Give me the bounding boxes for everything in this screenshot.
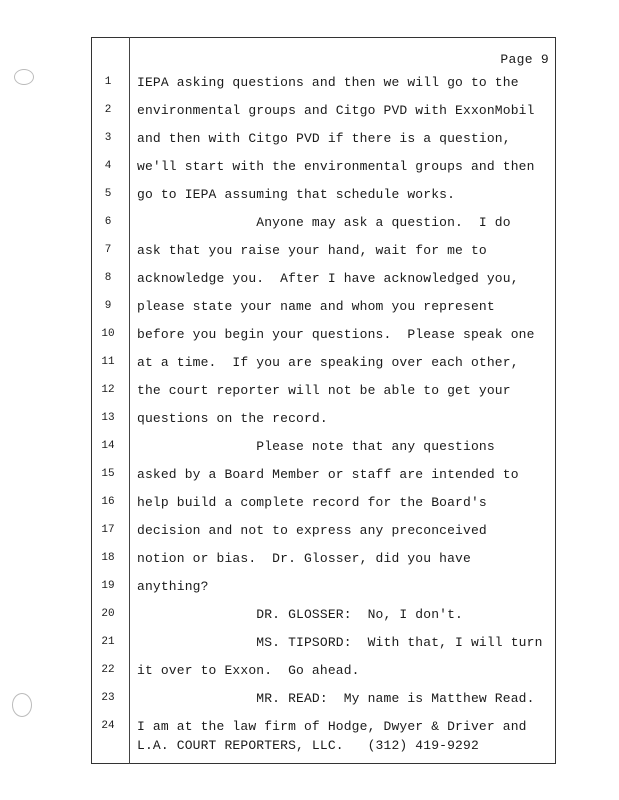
line-number: 7 (104, 244, 112, 256)
binder-hole-mark (14, 69, 34, 85)
page-number: Page 9 (500, 52, 549, 67)
binder-hole-mark (12, 693, 32, 717)
line-number: 17 (101, 524, 115, 536)
line-number: 13 (101, 412, 115, 424)
footer-reporter: L.A. COURT REPORTERS, LLC. (312) 419-9292 (137, 738, 479, 753)
line-number: 5 (104, 188, 112, 200)
transcript-line: help build a complete record for the Board's (137, 495, 487, 510)
line-number: 4 (104, 160, 112, 172)
transcript-line: acknowledge you. After I have acknowledged you, (137, 271, 519, 286)
transcript-line: notion or bias. Dr. Glosser, did you have (137, 551, 471, 566)
line-number: 3 (104, 132, 112, 144)
transcript-line: decision and not to express any preconceived (137, 523, 487, 538)
transcript-line: asked by a Board Member or staff are intended to (137, 467, 519, 482)
transcript-line: MR. READ: My name is Matthew Read. (137, 691, 535, 706)
line-number: 14 (101, 440, 115, 452)
line-number: 22 (101, 664, 115, 676)
transcript-line: MS. TIPSORD: With that, I will turn (137, 635, 543, 650)
transcript-line: we'll start with the environmental groups and then (137, 159, 535, 174)
transcript-line: and then with Citgo PVD if there is a question, (137, 131, 511, 146)
transcript-line: ask that you raise your hand, wait for me to (137, 243, 487, 258)
transcript-line: IEPA asking questions and then we will go to the (137, 75, 519, 90)
transcript-line: Please note that any questions (137, 439, 495, 454)
line-number: 15 (101, 468, 115, 480)
line-number: 9 (104, 300, 112, 312)
line-number: 16 (101, 496, 115, 508)
line-number: 2 (104, 104, 112, 116)
line-number: 21 (101, 636, 115, 648)
line-number: 19 (101, 580, 115, 592)
line-number-rule (129, 37, 130, 764)
line-number: 18 (101, 552, 115, 564)
line-number: 11 (101, 356, 115, 368)
transcript-line: before you begin your questions. Please speak one (137, 327, 535, 342)
line-number: 12 (101, 384, 115, 396)
transcript-line: questions on the record. (137, 411, 328, 426)
line-number: 20 (101, 608, 115, 620)
transcript-line: go to IEPA assuming that schedule works. (137, 187, 456, 202)
transcript-line: I am at the law firm of Hodge, Dwyer & Driver and (137, 719, 527, 734)
line-number: 23 (101, 692, 115, 704)
line-number: 10 (101, 328, 115, 340)
transcript-line: DR. GLOSSER: No, I don't. (137, 607, 464, 622)
transcript-line: at a time. If you are speaking over each other, (137, 355, 519, 370)
transcript-line: environmental groups and Citgo PVD with ExxonMobil (137, 103, 535, 118)
transcript-line: it over to Exxon. Go ahead. (137, 663, 360, 678)
transcript-line: the court reporter will not be able to get your (137, 383, 511, 398)
line-number: 1 (104, 76, 112, 88)
transcript-line: anything? (137, 579, 209, 594)
line-number: 6 (104, 216, 112, 228)
line-number: 24 (101, 720, 115, 732)
line-number: 8 (104, 272, 112, 284)
transcript-line: please state your name and whom you represent (137, 299, 495, 314)
transcript-frame (91, 37, 556, 764)
transcript-line: Anyone may ask a question. I do (137, 215, 511, 230)
